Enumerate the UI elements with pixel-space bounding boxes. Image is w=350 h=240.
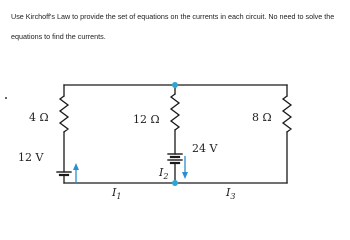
arrow-middle-down-icon [182, 172, 188, 179]
label-resistor-right: 8 Ω [252, 111, 272, 124]
resistor-middle [171, 94, 179, 130]
label-resistor-left: 4 Ω [29, 111, 49, 124]
label-battery-middle: 24 V [192, 142, 218, 155]
question-text: Use Kirchoff's Law to provide the set of equations on the currents in each circuit. No need to solve the equations to find the currents. [11, 12, 335, 41]
junction-node-top [172, 82, 178, 88]
resistor-right [283, 96, 291, 132]
arrow-left-up-icon [73, 163, 79, 170]
label-battery-left: 12 V [18, 151, 44, 164]
label-resistor-middle: 12 Ω [133, 113, 160, 126]
resistor-left [60, 96, 68, 132]
label-current-2: $I_2$ [159, 166, 169, 181]
junction-node-bottom [172, 180, 178, 186]
label-current-3: $I_3$ [226, 186, 236, 201]
label-current-1: $I_1$ [112, 186, 122, 201]
